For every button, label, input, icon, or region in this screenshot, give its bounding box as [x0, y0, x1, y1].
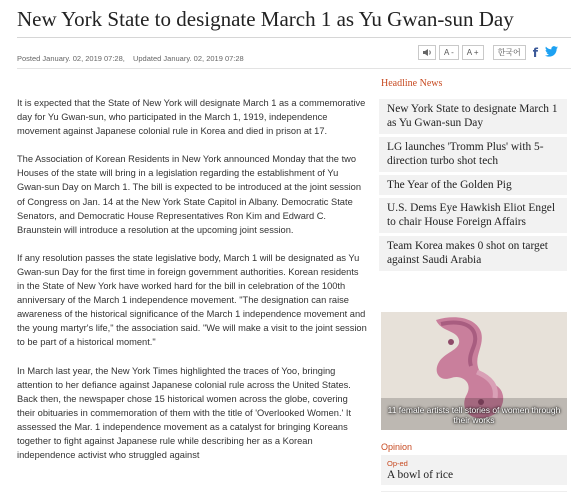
oped-title[interactable]: A bowl of rice: [387, 469, 454, 481]
twitter-icon[interactable]: [545, 46, 558, 60]
headline-link[interactable]: LG launches 'Tromm Plus' with 5-direction turbo shot tech: [379, 137, 567, 172]
opinion-heading: Opinion: [381, 442, 413, 452]
promo-caption: 11 female artists tell stories of women through their works: [387, 405, 561, 425]
oped-label: Op-ed: [387, 459, 408, 468]
divider: [17, 37, 571, 38]
article-toolbar: [418, 45, 558, 60]
headline-sidebar: [379, 78, 567, 274]
headline-link[interactable]: The Year of the Golden Pig: [379, 175, 567, 195]
promo-image-link[interactable]: [381, 312, 567, 430]
speaker-icon[interactable]: [418, 45, 436, 60]
article-paragraph: In March last year, the New York Times highlighted the traces of Yoo, bringing attention to her defiance against Japanese colonial rule across the United States. Back then, the newspaper chose 15 historical women across the globe, covering their obituaries in commemoration of them with the title of 'Overlooked Women.' It assessed the Mar. 1 independence movement as a catalyst for bringing Koreans together to fight against Japanese rule while describing her as a Korean independence activist who struggled against: [17, 365, 352, 461]
updated-date: Updated January. 02, 2019 07:28: [132, 54, 244, 63]
oped-card[interactable]: [381, 455, 567, 485]
headline-link[interactable]: U.S. Dems Eye Hawkish Eliot Engel to chair House Foreign Affairs: [379, 198, 567, 233]
headline-link[interactable]: New York State to designate March 1 as Yu Gwan-sun Day: [379, 99, 567, 134]
headline-news-heading: Headline News: [381, 78, 443, 89]
article-paragraph: It is expected that the State of New York will designate March 1 as a commemorative day for Yu Gwan-sun, who participated in the March 1, 1919, independence movement against Japanese colonial rule in Korea and died in prison at 17.: [17, 98, 366, 137]
divider: [17, 68, 571, 69]
facebook-icon[interactable]: f: [532, 45, 538, 60]
headline-list: [379, 99, 567, 271]
divider: [381, 491, 567, 492]
font-smaller-button[interactable]: A -: [439, 45, 459, 60]
font-larger-button[interactable]: A +: [462, 45, 484, 60]
article-body: [17, 96, 367, 476]
posted-date: Posted January. 02, 2019 07:28,: [17, 54, 125, 63]
article-meta: [17, 54, 244, 63]
language-button[interactable]: 한국어: [493, 45, 526, 60]
article-title: New York State to designate March 1 as Yu Gwan-sun Day: [17, 7, 514, 31]
headline-link[interactable]: Team Korea makes 0 shot on target against Saudi Arabia: [379, 236, 567, 271]
article-paragraph: If any resolution passes the state legislative body, March 1 will be designated as Yu Gwan-sun Day for the first time in foreign government authorities. Korean residents in the State of New York have worked hard for the bill in celebration of the 100th anniversary of the March 1 independence movement. "The designation can raise awareness of the historical significance of the March 1 independence movement and the young martyr's life," the association said. "We will make a visit to the joint session to be part of a historical moment.": [17, 252, 367, 348]
article-paragraph: The Association of Korean Residents in New York announced Monday that the two Houses of the state will bring in a legislation regarding the establishment of Yu Gwan-sun Day on March 1. The bill is expected to be introduced at the joint session of Congress on Jan. 14 at the New York State Capitol in Albany. Democratic State Senators, and Democratic House Representatives Ron Kim and Edward C. Braunstein will introduce a resolution at the upcoming joint session.: [17, 154, 362, 235]
